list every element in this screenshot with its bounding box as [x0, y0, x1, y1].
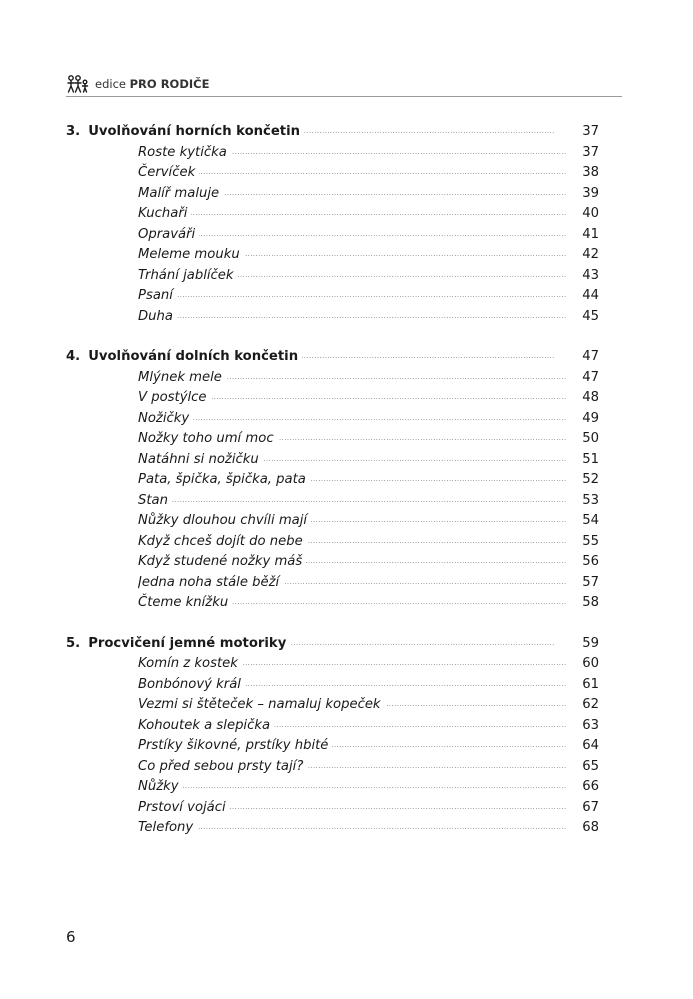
entry-title: [138, 818, 567, 839]
toc-entry-row: [66, 409, 599, 430]
chapter-name: Uvolňování horních končetin: [88, 124, 301, 139]
entry-page: 56: [569, 552, 599, 573]
toc-entry-row: [66, 245, 599, 266]
entry-page: 43: [569, 266, 599, 287]
entry-title: [138, 388, 567, 409]
entry-text: Stan: [138, 493, 172, 508]
entry-title: [138, 511, 567, 532]
entry-title: [138, 450, 567, 471]
toc-entry-row: [66, 654, 599, 675]
entry-page: 63: [569, 716, 599, 737]
entry-title: [138, 593, 567, 614]
entry-title: [138, 532, 567, 553]
entry-page: 40: [569, 204, 599, 225]
entry-page: 57: [569, 573, 599, 594]
chapter-title: [66, 347, 567, 368]
toc-entry-row: [66, 429, 599, 450]
toc-entry-row: [66, 716, 599, 737]
entry-title: [138, 225, 567, 246]
toc-chapter-row: [66, 347, 599, 368]
toc-chapter-row: [66, 122, 599, 143]
entry-text: Co před sebou prsty tají?: [138, 759, 307, 774]
entry-title: [138, 757, 567, 778]
entry-page: 38: [569, 163, 599, 184]
toc-entry-row: [66, 163, 599, 184]
toc-entry-row: [66, 532, 599, 553]
entry-title: [138, 429, 567, 450]
chapter-title: [66, 634, 567, 655]
entry-page: 51: [569, 450, 599, 471]
chapter-number: 3.: [66, 124, 81, 139]
entry-text: Prstoví vojáci: [138, 800, 230, 815]
toc-entry-row: [66, 388, 599, 409]
toc-entry-row: [66, 818, 599, 839]
entry-title: [138, 184, 567, 205]
entry-text: Jedna noha stále běží: [138, 575, 283, 590]
entry-page: 52: [569, 470, 599, 491]
chapter-page: 47: [569, 347, 599, 368]
entry-page: 68: [569, 818, 599, 839]
entry-page: 37: [569, 143, 599, 164]
entry-title: [138, 286, 567, 307]
entry-text: Bonbónový král: [138, 677, 245, 692]
entry-page: 41: [569, 225, 599, 246]
entry-title: [138, 675, 567, 696]
toc-entry-row: [66, 552, 599, 573]
entry-title: [138, 552, 567, 573]
entry-page: 45: [569, 307, 599, 328]
entry-page: 42: [569, 245, 599, 266]
entry-text: Nožky toho umí moc: [138, 431, 278, 446]
toc-entry-row: [66, 368, 599, 389]
series-title: edice PRO RODIČE: [95, 77, 210, 91]
toc-entry-row: [66, 757, 599, 778]
entry-page: 39: [569, 184, 599, 205]
toc-entry-row: [66, 593, 599, 614]
entry-title: [138, 491, 567, 512]
entry-text: Psaní: [138, 288, 177, 303]
running-header: [66, 74, 622, 97]
entry-page: 58: [569, 593, 599, 614]
chapter-page: 59: [569, 634, 599, 655]
entry-title: [138, 368, 567, 389]
entry-page: 44: [569, 286, 599, 307]
entry-title: [138, 409, 567, 430]
entry-text: Nožičky: [138, 411, 193, 426]
entry-title: [138, 716, 567, 737]
entry-page: 48: [569, 388, 599, 409]
toc-chapter-row: [66, 634, 599, 655]
toc-entry-row: [66, 266, 599, 287]
entry-text: Telefony: [138, 820, 197, 835]
entry-title: [138, 163, 567, 184]
toc-entry-row: [66, 143, 599, 164]
toc-entry-row: [66, 204, 599, 225]
entry-text: Nůžky dlouhou chvíli mají: [138, 513, 311, 528]
entry-text: Červíček: [138, 165, 199, 180]
entry-text: Komín z kostek: [138, 656, 242, 671]
entry-title: [138, 470, 567, 491]
entry-page: 55: [569, 532, 599, 553]
toc-entry-row: [66, 695, 599, 716]
entry-title: [138, 204, 567, 225]
entry-text: Opraváři: [138, 227, 199, 242]
toc-entry-row: [66, 511, 599, 532]
entry-page: 65: [569, 757, 599, 778]
entry-page: 53: [569, 491, 599, 512]
entry-text: Duha: [138, 309, 177, 324]
toc-entry-row: [66, 307, 599, 328]
toc-entry-row: [66, 450, 599, 471]
entry-page: 62: [569, 695, 599, 716]
entry-text: Roste kytička: [138, 145, 231, 160]
toc-entry-row: [66, 777, 599, 798]
entry-text: Prstíky šikovné, prstíky hbité: [138, 738, 332, 753]
entry-text: Vezmi si štěteček – namaluj kopeček: [138, 697, 385, 712]
toc-entry-row: [66, 184, 599, 205]
chapter-number: 4.: [66, 349, 81, 364]
entry-title: [138, 307, 567, 328]
entry-text: Když studené nožky máš: [138, 554, 306, 569]
toc-entry-row: [66, 470, 599, 491]
entry-text: Trhání jablíček: [138, 268, 238, 283]
entry-page: 66: [569, 777, 599, 798]
section-gap: [66, 614, 599, 634]
entry-page: 64: [569, 736, 599, 757]
toc-entry-row: [66, 675, 599, 696]
entry-text: Kohoutek a slepička: [138, 718, 274, 733]
entry-text: Malíř maluje: [138, 186, 223, 201]
table-of-contents: [66, 122, 599, 839]
entry-title: [138, 798, 567, 819]
entry-title: [138, 654, 567, 675]
entry-page: 47: [569, 368, 599, 389]
family-logo-icon: [66, 75, 90, 93]
toc-entry-row: [66, 798, 599, 819]
entry-text: Natáhni si nožičku: [138, 452, 263, 467]
page-number: 6: [66, 928, 76, 946]
toc-entry-row: [66, 491, 599, 512]
chapter-name: Uvolňování dolních končetin: [88, 349, 299, 364]
entry-page: 54: [569, 511, 599, 532]
entry-page: 49: [569, 409, 599, 430]
chapter-name: Procvičení jemné motoriky: [88, 635, 287, 651]
entry-title: [138, 736, 567, 757]
entry-title: [138, 695, 567, 716]
entry-text: Mlýnek mele: [138, 370, 226, 385]
entry-page: 50: [569, 429, 599, 450]
section-gap: [66, 327, 599, 347]
toc-entry-row: [66, 225, 599, 246]
toc-entry-row: [66, 286, 599, 307]
entry-text: Pata, špička, špička, pata: [138, 472, 310, 487]
entry-text: Nůžky: [138, 779, 183, 794]
entry-text: Když chceš dojít do nebe: [138, 534, 307, 549]
entry-text: Kuchaři: [138, 206, 191, 221]
toc-entry-row: [66, 573, 599, 594]
entry-title: [138, 573, 567, 594]
entry-text: V postýlce: [138, 390, 211, 405]
entry-title: [138, 777, 567, 798]
entry-title: [138, 266, 567, 287]
entry-text: Meleme mouku: [138, 247, 244, 262]
entry-text: Čteme knížku: [138, 595, 232, 610]
entry-page: 61: [569, 675, 599, 696]
chapter-number: 5.: [66, 635, 81, 651]
entry-title: [138, 245, 567, 266]
entry-title: [138, 143, 567, 164]
chapter-title: [66, 122, 567, 143]
chapter-page: 37: [569, 122, 599, 143]
entry-page: 67: [569, 798, 599, 819]
toc-entry-row: [66, 736, 599, 757]
entry-page: 60: [569, 654, 599, 675]
